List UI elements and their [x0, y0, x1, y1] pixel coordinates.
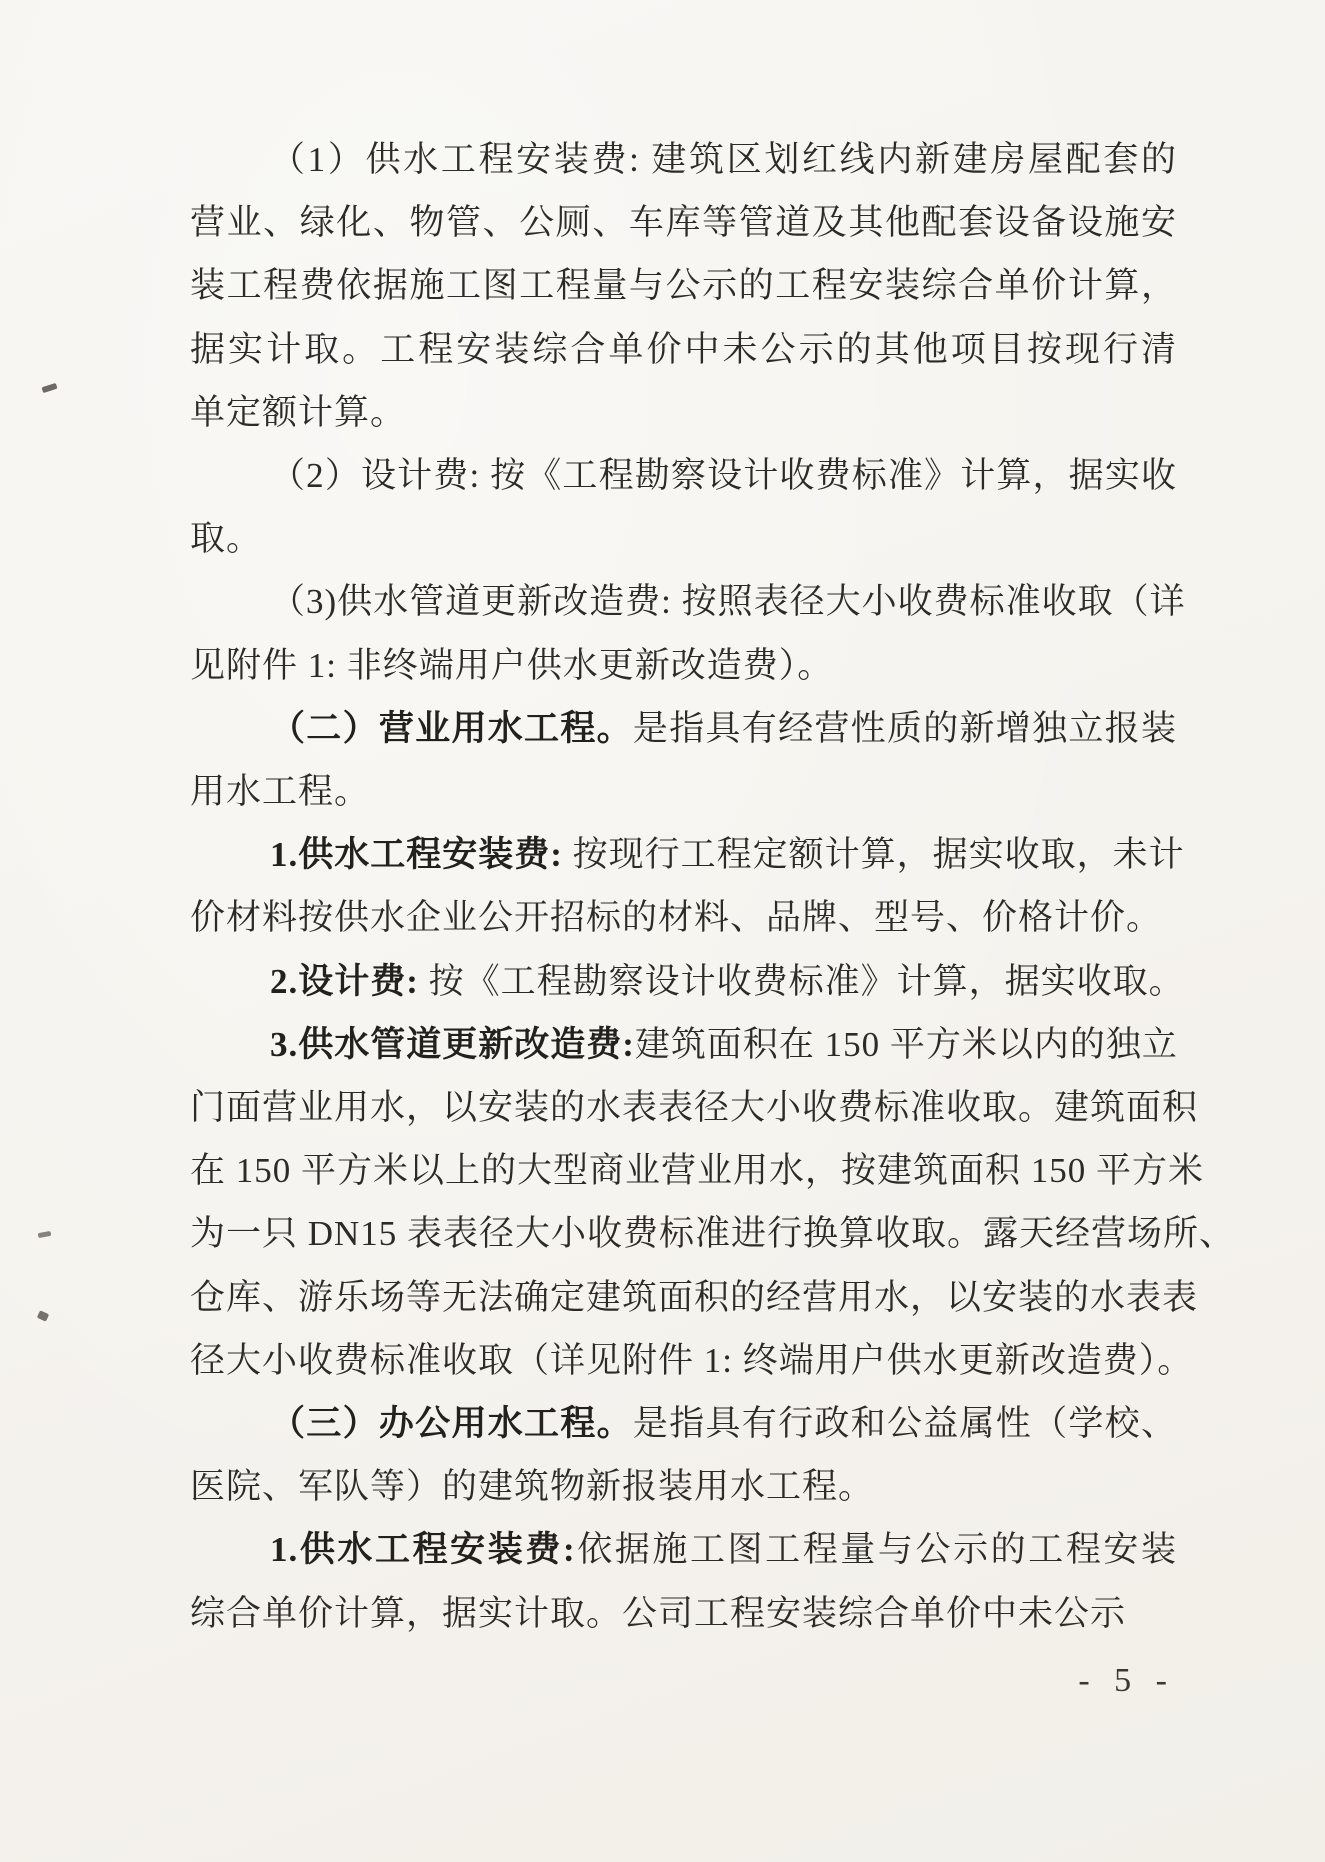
text-line	[190, 1455, 1177, 1518]
text-run: 仓库、游乐场等无法确定建筑面积的经营用水，以安装的水表表	[190, 1277, 1199, 1317]
text-run: 据实计取。工程安装综合单价中未公示的其他项目按现行清	[190, 329, 1177, 369]
text-line	[190, 1518, 1177, 1581]
text-line	[190, 570, 1186, 633]
text-run: 取。	[190, 519, 263, 559]
scan-speck	[38, 1231, 52, 1238]
text-line	[190, 318, 1177, 381]
text-run: 见附件 1: 非终端用户供水更新改造费）。	[190, 645, 834, 685]
text-run: 径大小收费标准收取（详见附件 1: 终端用户供水更新改造费）。	[190, 1340, 1194, 1380]
text-line	[190, 1013, 1177, 1076]
text-run: 医院、军队等）的建筑物新报装用水工程。	[190, 1467, 875, 1507]
text-run: （1）供水工程安装费: 建筑区划红线内新建房屋配套的	[270, 140, 1177, 179]
text-run: （3)供水管道更新改造费: 按照表径大小收费标准收取（详	[270, 582, 1186, 622]
scan-speck	[37, 1310, 49, 1321]
paragraph	[190, 1518, 1177, 1644]
text-run: 按《工程勘察设计收费标准》计算，据实收取。	[428, 961, 1185, 1001]
text-run: 门面营业用水，以安装的水表表径大小收费标准收取。建筑面积	[190, 1088, 1199, 1128]
text-run: 按现行工程定额计算，据实收取，未计	[572, 835, 1185, 875]
text-line	[190, 128, 1177, 191]
page-number: - 5 -	[1078, 1662, 1175, 1699]
paragraph	[190, 444, 1177, 570]
text-run: 在 150 平方米以上的大型商业营业用水，按建筑面积 150 平方米	[190, 1151, 1205, 1191]
text-run: 是指具有经营性质的新增独立报装	[632, 708, 1177, 748]
paragraph	[190, 697, 1177, 823]
text-line	[190, 823, 1185, 886]
text-line	[190, 381, 1177, 444]
text-line	[190, 444, 1177, 507]
text-line	[190, 254, 1177, 317]
text-run: 建筑面积在 150 平方米以内的独立	[634, 1024, 1178, 1064]
text-line	[190, 1076, 1199, 1139]
text-line	[190, 1202, 1236, 1265]
scan-speck	[41, 383, 57, 393]
text-line	[190, 1266, 1199, 1329]
text-run: 依据施工图工程量与公示的工程安装	[575, 1530, 1177, 1570]
text-line	[190, 886, 1177, 949]
text-run: 综合单价计算，据实计取。公司工程安装综合单价中未公示	[190, 1593, 1127, 1633]
text-line	[190, 634, 1177, 697]
document-body	[190, 128, 1236, 1645]
text-run: 用水工程。	[190, 772, 371, 812]
paragraph	[190, 823, 1185, 949]
text-run: 单定额计算。	[190, 392, 407, 432]
text-line	[190, 1329, 1194, 1392]
text-run: 价材料按供水企业公开招标的材料、品牌、型号、价格计价。	[190, 898, 1163, 938]
paragraph	[190, 1013, 1236, 1392]
paragraph	[190, 950, 1185, 1013]
paragraph	[190, 128, 1177, 444]
heading-run: 1.供水工程安装费:	[270, 835, 573, 875]
text-run: 装工程费依据施工图工程量与公示的工程安装综合单价计算，	[190, 266, 1177, 306]
text-line	[190, 1582, 1177, 1645]
heading-run: 1.供水工程安装费:	[270, 1530, 576, 1570]
text-line	[190, 697, 1177, 760]
text-line	[190, 191, 1177, 254]
text-run: （2）设计费: 按《工程勘察设计收费标准》计算，据实收	[270, 456, 1177, 496]
heading-run: 2.设计费:	[270, 961, 429, 1001]
text-run: 营业、绿化、物管、公厕、车库等管道及其他配套设备设施安	[190, 203, 1177, 243]
paragraph	[190, 1392, 1177, 1518]
text-run: 是指具有行政和公益属性（学校、	[632, 1404, 1177, 1444]
heading-run: （二）营业用水工程。	[270, 708, 633, 748]
heading-run: 3.供水管道更新改造费:	[270, 1024, 635, 1064]
text-line	[190, 1392, 1177, 1455]
paragraph	[190, 570, 1186, 696]
text-line	[190, 507, 1177, 570]
text-run: 为一只 DN15 表表径大小收费标准进行换算收取。露天经营场所、	[190, 1214, 1236, 1254]
text-line	[190, 950, 1185, 1013]
heading-run: （三）办公用水工程。	[270, 1404, 633, 1444]
text-line	[190, 760, 1177, 823]
text-line	[190, 1139, 1205, 1202]
